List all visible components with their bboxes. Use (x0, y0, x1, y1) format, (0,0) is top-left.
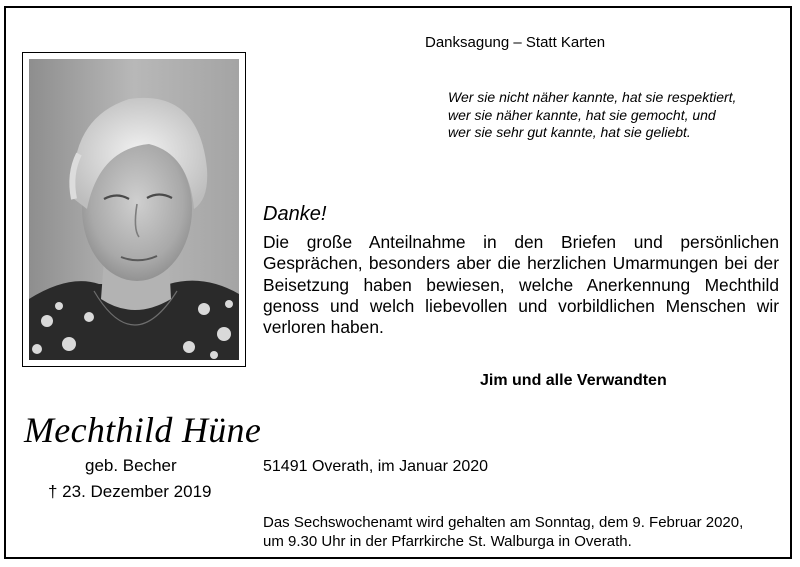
memorial-quote (448, 89, 736, 142)
thanks-heading: Danke! (263, 203, 327, 225)
portrait-photo-frame (22, 52, 246, 367)
portrait-photo (29, 59, 239, 360)
place-date: 51491 Overath, im Januar 2020 (263, 458, 489, 475)
deceased-name: Mechthild Hüne (24, 410, 262, 450)
quote-line: Wer sie nicht näher kannte, hat sie respektiert, (448, 89, 737, 105)
service-announcement (263, 513, 743, 551)
birth-name: geb. Becher (85, 456, 177, 475)
quote-line: wer sie sehr gut kannte, hat sie geliebt. (448, 124, 691, 140)
quote-line: wer sie näher kannte, hat sie gemocht, und (448, 106, 716, 123)
thanks-body: Die große Anteilnahme in den Briefen und persönlichen Gesprächen, besonders aber die herzlichen Umarmungen bei der Beisetzung haben bewiesen, welche Anerkennung Mechthild genoss und welch liebevollen und vorbildlichen Menschen wir verloren haben. (263, 232, 779, 338)
service-line: um 9.30 Uhr in der Pfarrkirche St. Walburga in Overath. (263, 533, 632, 550)
signature: Jim und alle Verwandten (480, 372, 667, 389)
death-date: † 23. Dezember 2019 (48, 482, 212, 501)
service-line: Das Sechswochenamt wird gehalten am Sonntag, dem 9. Februar 2020, (263, 514, 744, 531)
notice-heading: Danksagung – Statt Karten (425, 34, 606, 51)
